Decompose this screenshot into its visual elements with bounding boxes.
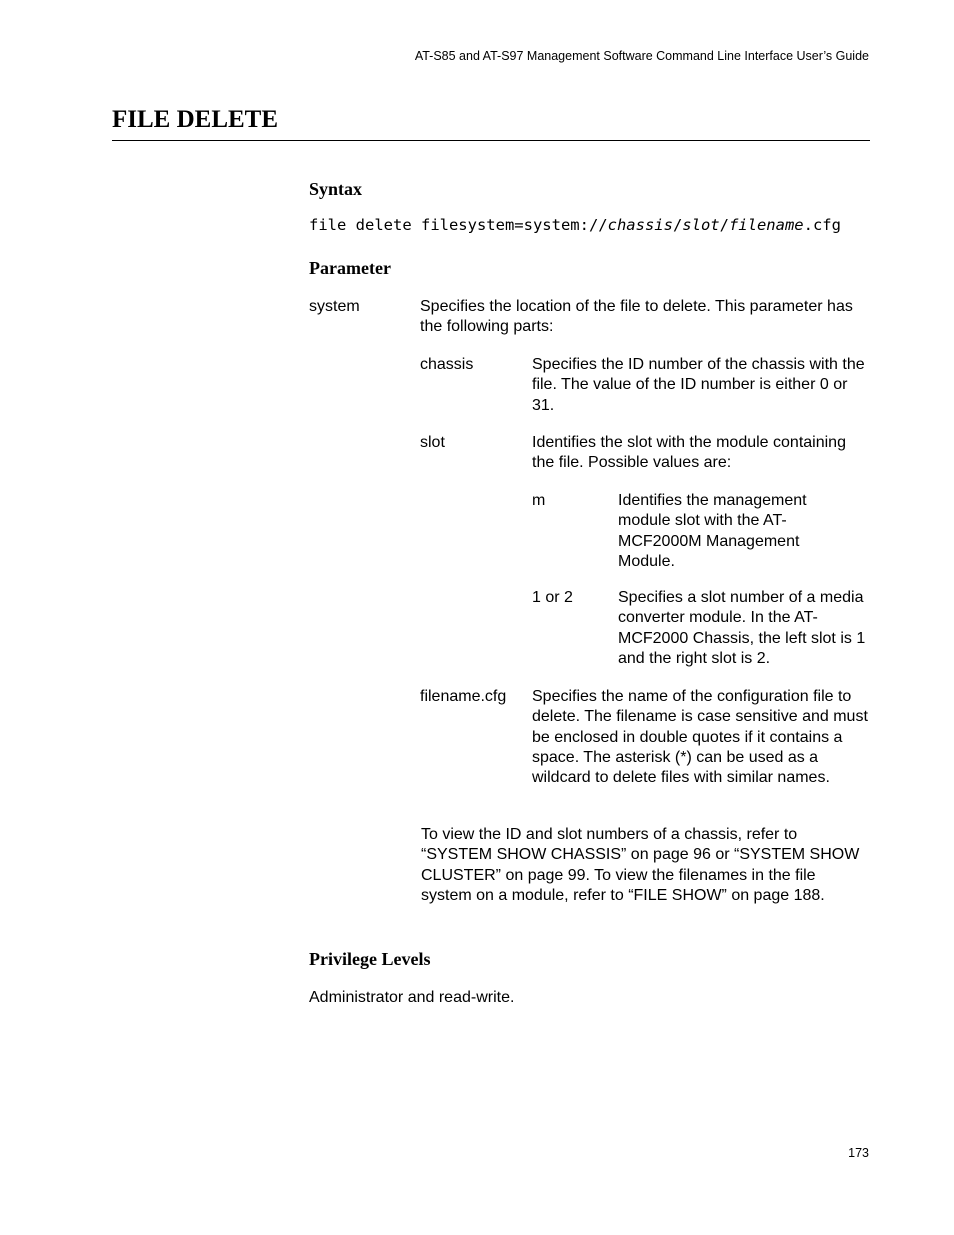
part-description-chassis: Specifies the ID number of the chassis with the file. The value of the ID number is either 0 or 31. xyxy=(532,356,865,414)
part-description-slot: Identifies the slot with the module containing the file. Possible values are: xyxy=(532,434,846,472)
running-header: AT-S85 and AT-S97 Management Software Command Line Interface User’s Guide xyxy=(414,49,869,63)
privilege-heading: Privilege Levels xyxy=(309,949,431,969)
page-title: FILE DELETE xyxy=(112,106,279,133)
syntax-code-filename: filename xyxy=(728,216,804,234)
slot-value-term-1-or-2: 1 or 2 xyxy=(532,589,573,606)
reference-note: To view the ID and slot numbers of a chassis, refer to “SYSTEM SHOW CHASSIS” on page 96 or “SYSTEM SHOW CLUSTER” on page 99. To view the filenames in the file system on a module, refer to “FILE SHOW” on page 188. xyxy=(421,826,860,904)
part-term-slot: slot xyxy=(420,434,445,451)
syntax-code-prefix: file delete filesystem=system:// xyxy=(309,216,608,234)
syntax-heading: Syntax xyxy=(309,179,363,199)
slot-value-description-m: Identifies the management module slot with the AT-MCF2000M Management Module. xyxy=(618,492,807,570)
syntax-code-separator: / xyxy=(719,216,729,234)
parameter-description: Specifies the location of the file to delete. This parameter has the following parts: xyxy=(420,298,853,336)
syntax-code-slot: slot xyxy=(682,216,720,234)
title-divider xyxy=(112,140,870,141)
syntax-code xyxy=(309,216,841,234)
slot-value-description-1-or-2: Specifies a slot number of a media converter module. In the AT-MCF2000 Chassis, the left slot is 1 and the right slot is 2. xyxy=(618,589,866,667)
slot-value-term-m: m xyxy=(532,492,546,509)
parameter-name: system xyxy=(309,298,360,315)
page-number: 173 xyxy=(848,1146,869,1160)
part-description-filename: Specifies the name of the configuration file to delete. The filename is case sensitive and must be enclosed in double quotes if it contains a space. The asterisk (*) can be used as a wildcard to delete files with similar names. xyxy=(532,688,868,787)
syntax-code-chassis: chassis xyxy=(607,216,673,234)
part-term-chassis: chassis xyxy=(420,356,474,373)
parameter-heading: Parameter xyxy=(309,258,391,278)
syntax-code-suffix: .cfg xyxy=(803,216,841,234)
privilege-text: Administrator and read-write. xyxy=(309,989,515,1006)
syntax-code-separator: / xyxy=(672,216,683,234)
part-term-filename: filename.cfg xyxy=(420,688,507,705)
